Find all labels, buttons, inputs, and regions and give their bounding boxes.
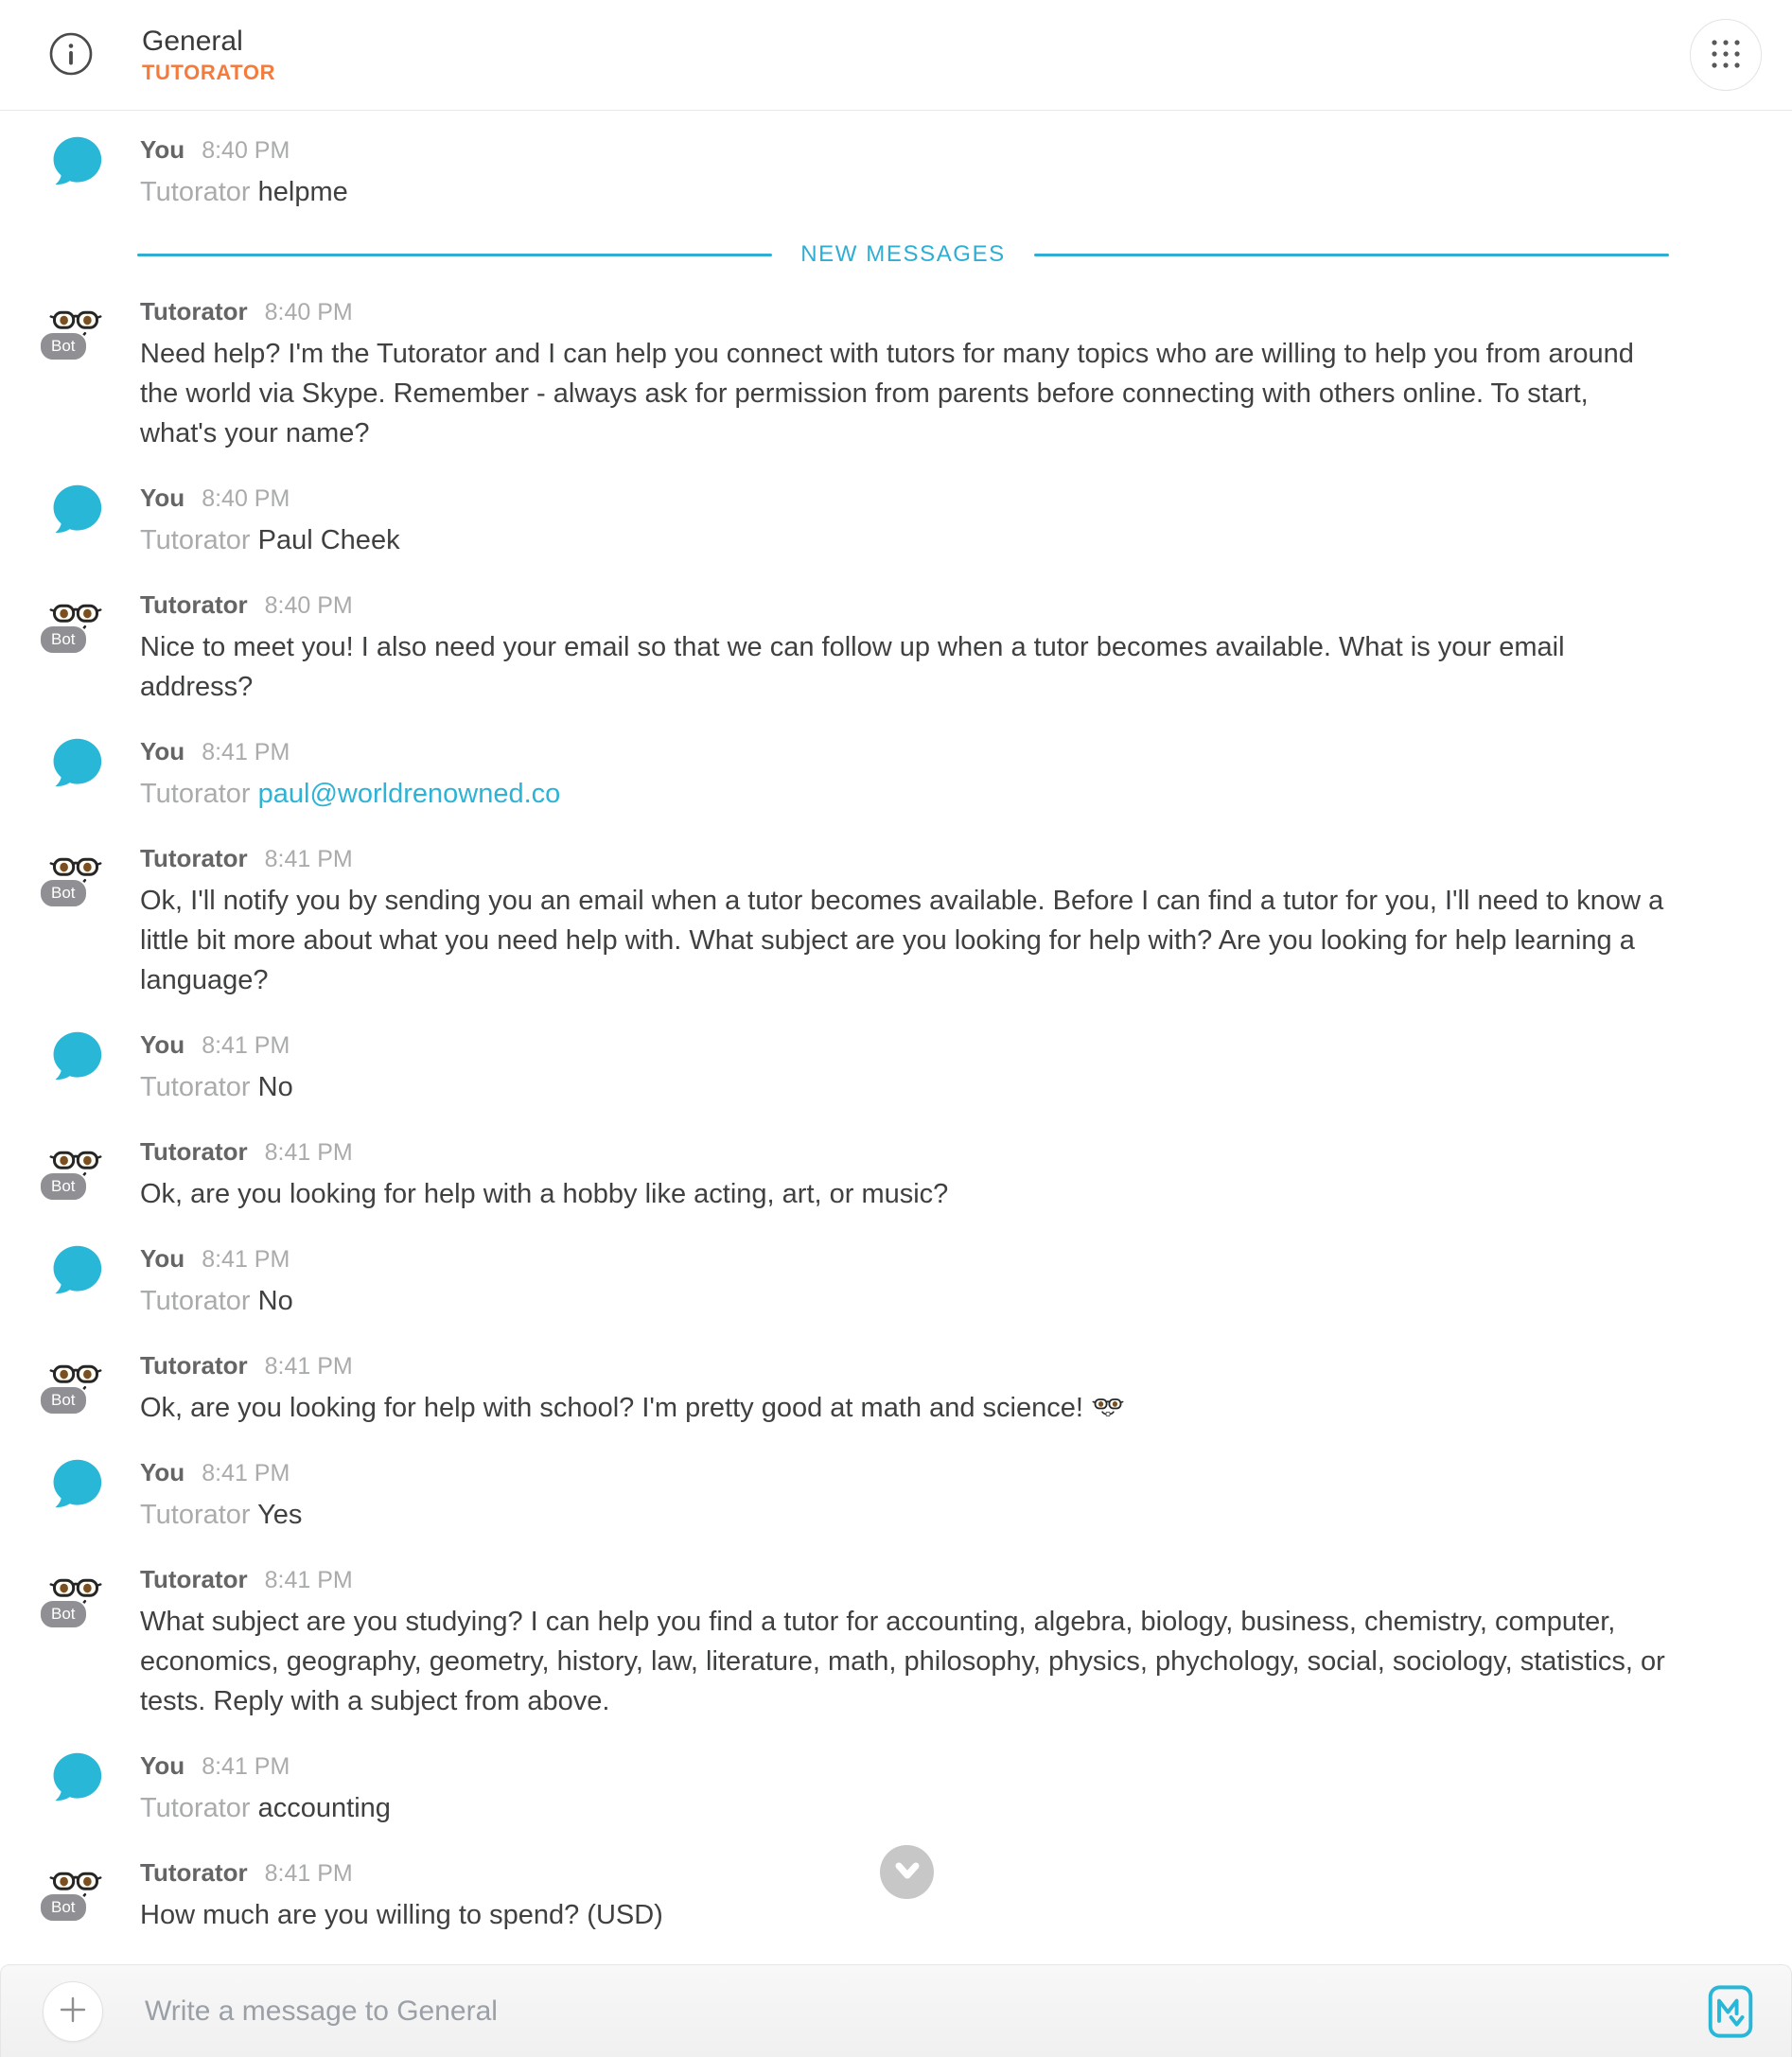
message-header xyxy=(140,1028,293,1062)
message-author: You xyxy=(140,737,185,765)
message-text-segment: Ok, are you looking for help with a hobby like acting, art, or music? xyxy=(140,1179,949,1209)
message-list[interactable] xyxy=(0,111,1792,1964)
message-header xyxy=(140,1242,293,1275)
email-link[interactable]: paul@worldrenowned.co xyxy=(257,779,561,809)
message-body xyxy=(140,1242,293,1321)
message-timestamp: 8:40 PM xyxy=(264,299,353,325)
bot-badge: Bot xyxy=(39,878,88,908)
message-timestamp: 8:40 PM xyxy=(202,485,290,512)
message-row xyxy=(0,1028,1792,1107)
message-author: Tutorator xyxy=(140,844,248,872)
bot-badge: Bot xyxy=(39,1599,88,1629)
divider-line xyxy=(1034,254,1669,256)
message-timestamp: 8:41 PM xyxy=(264,1567,353,1593)
page-title: General xyxy=(142,25,243,57)
message-header xyxy=(140,1749,391,1783)
message-text-segment: Tutorator xyxy=(140,1500,258,1530)
user-avatar-icon xyxy=(47,1749,104,1806)
message-author: Tutorator xyxy=(140,1565,248,1593)
nerd-face-emoji-icon xyxy=(1091,1393,1125,1423)
message-text-segment: Tutorator xyxy=(140,525,258,555)
message-timestamp: 8:41 PM xyxy=(202,1460,290,1486)
message-header xyxy=(140,1135,948,1169)
message-header xyxy=(140,589,1671,622)
markdown-icon[interactable] xyxy=(1708,1984,1753,2039)
message-text-segment: No xyxy=(257,1072,293,1102)
new-messages-label: NEW MESSAGES xyxy=(800,241,1006,267)
message-author: Tutorator xyxy=(140,1137,248,1166)
message-text xyxy=(140,1067,293,1107)
message-header xyxy=(140,1563,1671,1596)
message-timestamp: 8:41 PM xyxy=(202,1246,290,1273)
message-timestamp: 8:40 PM xyxy=(264,592,353,619)
bot-badge: Bot xyxy=(39,1171,88,1202)
message-author: Tutorator xyxy=(140,297,248,325)
message-text-segment: What subject are you studying? I can help you find a tutor for accounting, algebra, biology, business, chemistry, computer, economics, geography, geometry, history, law, literature, math, philosophy, physics, phychology, social, sociology, statistics, or tests. Reply with a subject from above. xyxy=(140,1607,1665,1716)
message-text-segment: Yes xyxy=(257,1500,303,1530)
bot-avatar-icon xyxy=(47,1563,104,1623)
message-body xyxy=(140,1856,663,1935)
message-author: You xyxy=(140,1751,185,1780)
bot-avatar-icon xyxy=(47,295,104,355)
bot-avatar-icon xyxy=(47,1856,104,1916)
header-titles xyxy=(142,26,275,85)
message-timestamp: 8:41 PM xyxy=(264,1353,353,1380)
message-text xyxy=(140,1174,948,1214)
message-body xyxy=(140,133,348,212)
message-text xyxy=(140,334,1671,453)
message-body xyxy=(140,1349,1125,1428)
message-text-segment: Tutorator xyxy=(140,1793,258,1823)
message-author: Tutorator xyxy=(140,590,248,619)
message-text-segment: No xyxy=(257,1286,293,1316)
message-input[interactable] xyxy=(143,1995,1679,2029)
message-author: You xyxy=(140,483,185,512)
message-text-segment: Tutorator xyxy=(140,1286,258,1316)
info-icon xyxy=(49,32,93,79)
message-header xyxy=(140,133,348,167)
message-body xyxy=(140,589,1671,707)
message-header xyxy=(140,842,1671,875)
message-timestamp: 8:41 PM xyxy=(264,1860,353,1887)
user-avatar-icon xyxy=(47,1242,104,1299)
message-text xyxy=(140,1281,293,1321)
info-button[interactable] xyxy=(49,32,93,79)
message-header xyxy=(140,295,1671,328)
add-attachment-button[interactable] xyxy=(43,1981,103,2042)
message-author: You xyxy=(140,1244,185,1273)
message-text-segment: How much are you willing to spend? (USD) xyxy=(140,1900,663,1930)
message-text-segment: Tutorator xyxy=(140,1072,258,1102)
message-body xyxy=(140,842,1671,1000)
composer xyxy=(0,1964,1792,2057)
message-header xyxy=(140,1456,302,1489)
message-row xyxy=(0,1349,1792,1428)
bot-badge: Bot xyxy=(39,331,88,361)
message-timestamp: 8:41 PM xyxy=(202,739,290,765)
bot-avatar-icon xyxy=(47,842,104,902)
chevron-down-icon xyxy=(891,1855,923,1890)
message-timestamp: 8:40 PM xyxy=(202,137,290,164)
user-avatar-icon xyxy=(47,1028,104,1085)
plus-icon xyxy=(58,1995,88,2028)
message-row xyxy=(0,589,1792,707)
message-body xyxy=(140,1749,391,1828)
divider-line xyxy=(137,254,772,256)
message-body xyxy=(140,1563,1671,1721)
scroll-to-bottom-button[interactable] xyxy=(880,1845,934,1899)
message-text-segment: Nice to meet you! I also need your email so that we can follow up when a tutor becomes available. What is your email address? xyxy=(140,632,1565,702)
message-text-segment: Paul Cheek xyxy=(257,525,400,555)
message-text-segment: Tutorator xyxy=(140,779,258,809)
bot-avatar-icon xyxy=(47,1349,104,1409)
message-timestamp: 8:41 PM xyxy=(202,1753,290,1780)
message-body xyxy=(140,1028,293,1107)
message-row xyxy=(0,482,1792,560)
new-messages-divider xyxy=(0,240,1792,269)
bot-badge: Bot xyxy=(39,1892,88,1923)
message-text-segment: accounting xyxy=(257,1793,391,1823)
user-avatar-icon xyxy=(47,735,104,792)
user-avatar-icon xyxy=(47,482,104,538)
user-avatar-icon xyxy=(47,1456,104,1513)
message-body xyxy=(140,735,560,814)
message-text xyxy=(140,1388,1125,1428)
message-author: Tutorator xyxy=(140,1351,248,1380)
message-body xyxy=(140,1135,948,1214)
message-text-segment: Ok, I'll notify you by sending you an email when a tutor becomes available. Before I can find a tutor for you, I'll need to know a little bit more about what you need help with. What subject are you looking for help with? Are you looking for help learning a language? xyxy=(140,886,1664,995)
message-header xyxy=(140,482,400,515)
message-row xyxy=(0,295,1792,453)
message-text xyxy=(140,1895,663,1935)
message-text-segment: helpme xyxy=(257,177,348,207)
message-author: You xyxy=(140,1458,185,1486)
message-text-segment: Need help? I'm the Tutorator and I can help you connect with tutors for many topics who are willing to help you from around the world via Skype. Remember - always ask for permission from parents before connecting with others online. To start, what's your name? xyxy=(140,339,1634,448)
message-row xyxy=(0,1563,1792,1721)
bot-avatar-icon xyxy=(47,589,104,648)
user-avatar-icon xyxy=(47,133,104,190)
message-row xyxy=(0,1456,1792,1535)
apps-grid-button[interactable] xyxy=(1690,19,1762,91)
chat-header xyxy=(0,0,1792,111)
message-row xyxy=(0,1242,1792,1321)
message-timestamp: 8:41 PM xyxy=(264,846,353,872)
message-text xyxy=(140,172,348,212)
message-text xyxy=(140,881,1671,1000)
message-text xyxy=(140,1788,391,1828)
message-header xyxy=(140,735,560,768)
message-row xyxy=(0,735,1792,814)
message-row xyxy=(0,842,1792,1000)
message-header xyxy=(140,1349,1125,1382)
grid-dots-icon xyxy=(1710,38,1742,73)
message-text-segment: Tutorator xyxy=(140,177,258,207)
message-row xyxy=(0,1749,1792,1828)
message-timestamp: 8:41 PM xyxy=(264,1139,353,1166)
message-header xyxy=(140,1856,663,1890)
message-author: You xyxy=(140,1030,185,1059)
message-body xyxy=(140,482,400,560)
channel-subtitle: TUTORATOR xyxy=(142,60,276,84)
bot-badge: Bot xyxy=(39,624,88,655)
message-text xyxy=(140,520,400,560)
message-row xyxy=(0,1135,1792,1214)
message-text xyxy=(140,1602,1671,1721)
message-text xyxy=(140,1495,302,1535)
message-body xyxy=(140,1456,302,1535)
message-row xyxy=(0,133,1792,212)
message-text xyxy=(140,627,1671,707)
bot-badge: Bot xyxy=(39,1385,88,1415)
bot-avatar-icon xyxy=(47,1135,104,1195)
message-text-segment: Ok, are you looking for help with school? I'm pretty good at math and science! xyxy=(140,1393,1091,1423)
message-body xyxy=(140,295,1671,453)
message-text xyxy=(140,774,560,814)
message-author: Tutorator xyxy=(140,1858,248,1887)
message-timestamp: 8:41 PM xyxy=(202,1032,290,1059)
message-author: You xyxy=(140,135,185,164)
